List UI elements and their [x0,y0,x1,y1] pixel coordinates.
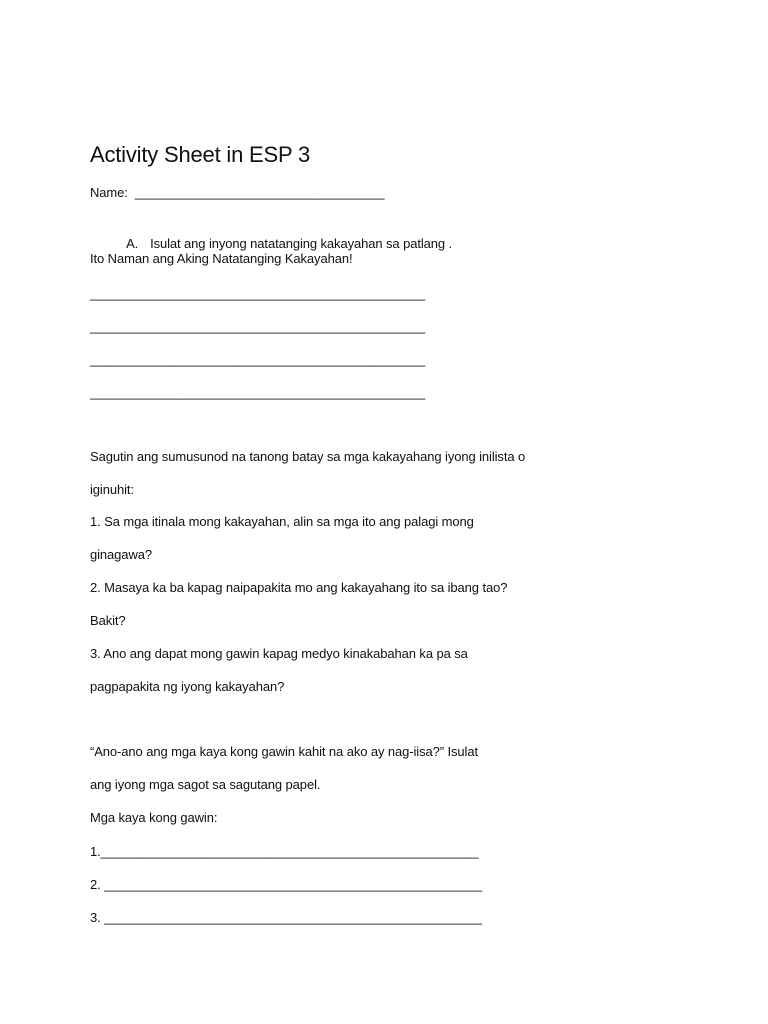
page-title: Activity Sheet in ESP 3 [90,142,310,167]
blank-line: _______________________________________________ [90,286,426,301]
question-line: pagpapakita ng iyong kakayahan? [90,679,285,694]
quote-line: “Ano-ano ang mga kaya kong gawin kahit na ako ay nag-iisa?” Isulat [90,744,478,759]
question-line: 1. Sa mga itinala mong kakayahan, alin sa mga ito ang palagi mong [90,514,474,529]
question-line: 3. Ano ang dapat mong gawin kapag medyo kinakabahan ka pa sa [90,646,468,661]
answer-line: 1._____________________________________________________ [90,844,479,859]
instruction-a-text: Isulat ang inyong natatanging kakayahan sa patlang . [150,236,453,251]
answer-intro-line: Sagutin ang sumusunod na tanong batay sa mga kakayahang iyong inilista o [90,449,526,464]
question-line: 2. Masaya ka ba kapag naipapakita mo ang kakayahang ito sa ibang tao? [90,580,508,595]
question-line: Bakit? [90,613,126,628]
answer-intro-line: iginuhit: [90,482,134,497]
instruction-a-label: A. [126,236,139,251]
question-line: ginagawa? [90,547,152,562]
blank-line: _______________________________________________ [90,385,426,400]
blank-line: _______________________________________________ [90,319,426,334]
answer-line: 3. _____________________________________________________ [90,910,483,925]
abilities-heading: Ito Naman ang Aking Natatanging Kakayahan! [90,251,353,266]
answer-line: 2. _____________________________________________________ [90,877,483,892]
list-heading: Mga kaya kong gawin: [90,810,218,825]
quote-line: ang iyong mga sagot sa sagutang papel. [90,777,321,792]
blank-line: _______________________________________________ [90,352,426,367]
name-field-line: Name: ___________________________________ [90,185,385,200]
